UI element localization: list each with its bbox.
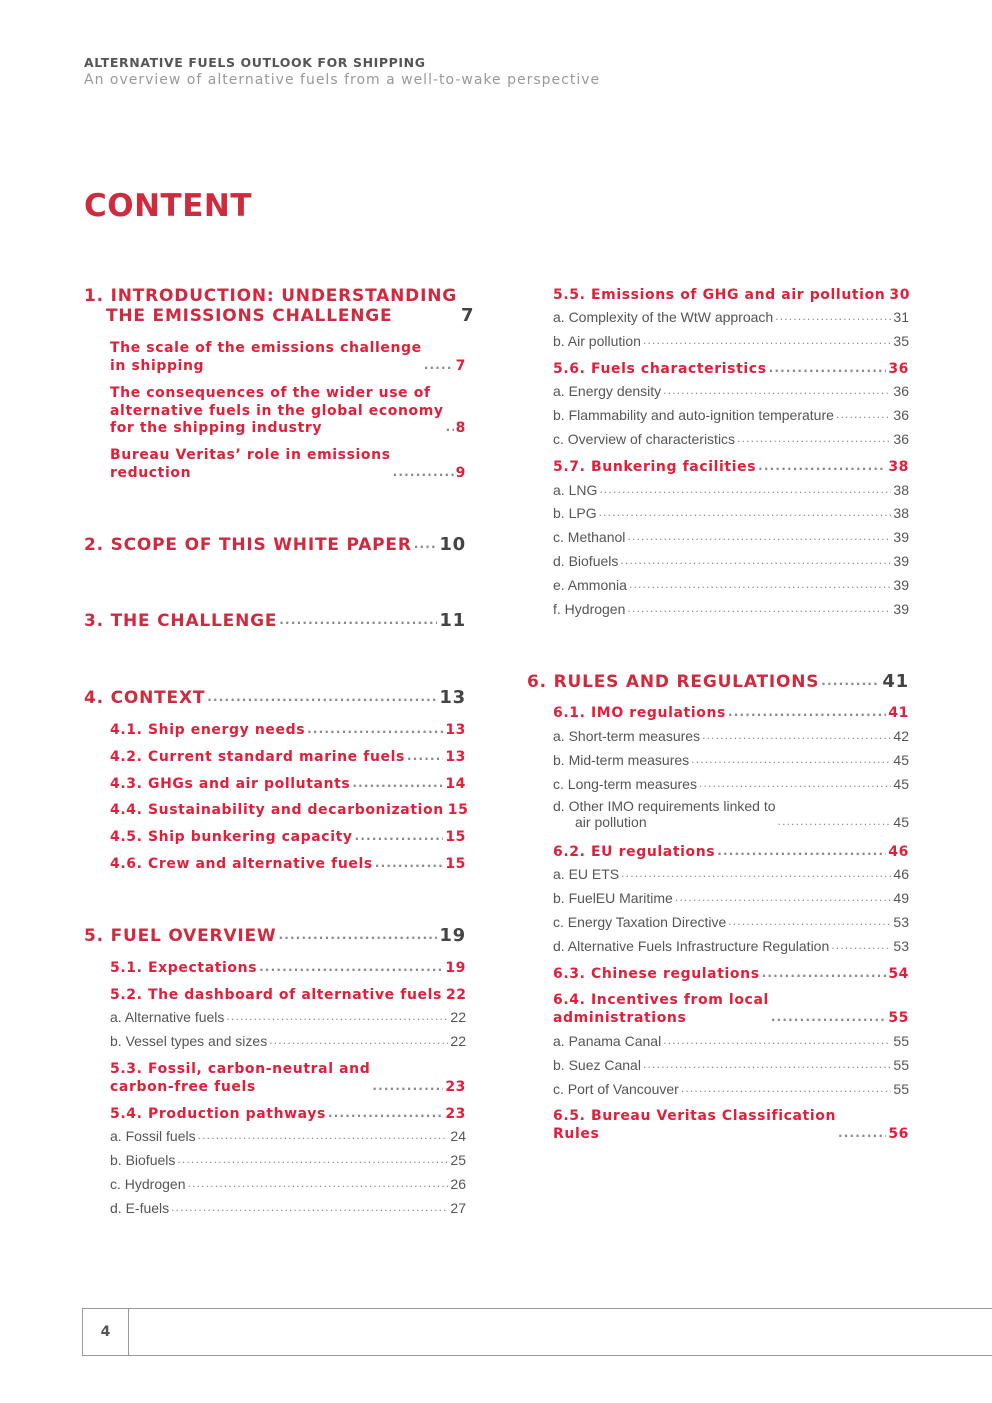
- dot-leader: [663, 1032, 891, 1049]
- toc-entry-line: 6.5. Bureau Veritas Classification: [553, 1108, 837, 1124]
- toc-entry-label: [553, 1033, 663, 1049]
- toc-entry-l3[interactable]: [110, 1175, 466, 1192]
- toc-page-number: 42: [893, 728, 909, 744]
- toc-entry-line: 5.1. Expectations: [110, 960, 258, 976]
- dot-leader: [643, 332, 891, 349]
- toc-entry-l3[interactable]: [553, 1080, 909, 1097]
- toc-page-number: 45: [893, 752, 909, 768]
- page-title: CONTENT: [84, 188, 252, 224]
- toc-entry-l3[interactable]: [553, 937, 909, 954]
- dot-leader: [375, 855, 444, 874]
- toc-entry-label: [553, 505, 599, 521]
- toc-entry-label: [553, 1108, 838, 1143]
- toc-entry-label: [84, 286, 459, 326]
- dot-leader: [207, 687, 437, 708]
- toc-entry-line: Rules: [553, 1125, 600, 1142]
- toc-entry-l1[interactable]: [84, 534, 466, 555]
- toc-page-number: 39: [893, 553, 909, 569]
- toc-entry-l2[interactable]: [110, 986, 466, 1005]
- toc-entry-l1[interactable]: [84, 286, 475, 326]
- toc-page-number: 53: [893, 914, 909, 930]
- toc-page-number: 46: [888, 844, 909, 860]
- toc-entry-l2[interactable]: [110, 959, 466, 978]
- toc-entry-line: in shipping: [110, 357, 205, 374]
- toc-entry-line: a. Panama Canal: [553, 1033, 662, 1049]
- toc-entry-label: [553, 1081, 681, 1097]
- toc-entry-line: b. Biofuels: [110, 1152, 176, 1168]
- toc-entry-label: [553, 992, 771, 1027]
- toc-page-number: 22: [445, 987, 467, 1003]
- toc-entry-line: 5.5. Emissions of GHG and air pollution: [553, 287, 886, 303]
- toc-entry-line: c. Energy Taxation Directive: [553, 914, 727, 930]
- toc-entry-l2[interactable]: [553, 286, 909, 305]
- toc-entry-line: 1. INTRODUCTION: UNDERSTANDING: [84, 286, 457, 306]
- toc-entry-line: d. Other IMO requirements linked to: [553, 798, 776, 814]
- toc-entry-l3[interactable]: [553, 751, 909, 768]
- toc-entry-l2[interactable]: [110, 828, 466, 847]
- toc-page-number: 46: [893, 866, 909, 882]
- document-title: ALTERNATIVE FUELS OUTLOOK FOR SHIPPING: [84, 55, 426, 70]
- toc-page-number: 24: [450, 1128, 466, 1144]
- toc-entry-l2[interactable]: [110, 385, 466, 438]
- toc-entry-label: [553, 333, 643, 349]
- toc-entry-line: The consequences of the wider use of: [110, 385, 431, 401]
- dot-leader: [269, 1032, 448, 1049]
- toc-page-number: 45: [893, 814, 909, 830]
- toc-entry-line: c. Hydrogen: [110, 1176, 186, 1192]
- toc-page-number: 39: [893, 577, 909, 593]
- toc-entry-line: d. Alternative Fuels Infrastructure Regulation: [553, 938, 830, 954]
- toc-page-number: 39: [893, 529, 909, 545]
- toc-entry-label: [110, 447, 393, 482]
- toc-entry-label: [553, 361, 769, 379]
- toc-entry-label: [110, 987, 444, 1005]
- page-number: 4: [100, 1323, 111, 1340]
- toc-entry-line: Bureau Veritas’ role in emissions: [110, 447, 391, 463]
- toc-entry-line: 6. RULES AND REGULATIONS: [527, 672, 820, 692]
- toc-entry-line: 4.6. Crew and alternative fuels: [110, 856, 373, 872]
- toc-entry-l3[interactable]: [553, 865, 909, 882]
- toc-entry-label: [553, 482, 599, 498]
- dot-leader: [259, 959, 443, 978]
- toc-entry-line: d. E-fuels: [110, 1200, 170, 1216]
- toc-page-number: 38: [893, 505, 909, 521]
- toc-entry-line: c. Methanol: [553, 529, 626, 545]
- toc-entry-line: 5. FUEL OVERVIEW: [84, 926, 277, 946]
- toc-page-number: 53: [893, 938, 909, 954]
- toc-entry-l2[interactable]: [553, 992, 909, 1027]
- toc-entry-line: 4. CONTEXT: [84, 688, 206, 708]
- toc-entry-l2[interactable]: [553, 704, 909, 723]
- toc-entry-label: [110, 1009, 226, 1025]
- toc-entry-l3[interactable]: [553, 1056, 909, 1073]
- toc-entry-label: [110, 1200, 171, 1216]
- toc-entry-label: [553, 287, 887, 305]
- toc-page-number: 36: [893, 383, 909, 399]
- dot-leader: [355, 828, 444, 847]
- toc-entry-line: b. Air pollution: [553, 333, 641, 349]
- toc-entry-line: b. Flammability and auto-ignition temperature: [553, 407, 834, 423]
- toc-entry-label: [553, 752, 691, 768]
- toc-entry-label: [553, 1057, 643, 1073]
- toc-entry-line: carbon-free fuels: [110, 1078, 256, 1095]
- toc-page-number: 41: [882, 671, 909, 692]
- toc-entry-l3[interactable]: [553, 889, 909, 906]
- toc-page-number: 7: [455, 357, 466, 374]
- toc-entry-l3[interactable]: [553, 308, 909, 325]
- toc-page-number: 14: [445, 776, 466, 792]
- toc-entry-line: administrations: [553, 1009, 687, 1026]
- toc-entry-label: [553, 431, 737, 447]
- toc-page-number: 13: [445, 749, 466, 765]
- toc-entry-label: [110, 1033, 269, 1049]
- toc-page-number: 35: [893, 333, 909, 349]
- toc-entry-line: a. Energy density: [553, 383, 662, 399]
- dot-leader: [226, 1008, 448, 1025]
- dot-leader: [187, 1175, 448, 1192]
- toc-page-number: 22: [450, 1033, 466, 1049]
- toc-entry-l3[interactable]: [110, 1008, 466, 1025]
- toc-entry-l2[interactable]: [553, 1108, 909, 1143]
- dot-leader: [372, 1078, 443, 1097]
- toc-entry-l2[interactable]: [553, 360, 909, 379]
- toc-entry-label: [553, 601, 627, 617]
- toc-entry-line: 4.1. Ship energy needs: [110, 722, 306, 738]
- toc-page-number: 26: [450, 1176, 466, 1192]
- toc-entry-label: [553, 529, 627, 545]
- toc-entry-label: [84, 688, 207, 708]
- toc-entry-label: [110, 722, 307, 740]
- toc-entry-l3[interactable]: [110, 1127, 466, 1144]
- toc-entry-l3[interactable]: [553, 913, 909, 930]
- toc-entry-line: 6.4. Incentives from local: [553, 992, 769, 1008]
- dot-leader: [702, 727, 891, 744]
- toc-entry-label: [110, 960, 259, 978]
- toc-page-number: 30: [889, 287, 911, 303]
- dot-leader: [629, 576, 891, 593]
- toc-page-number: 41: [888, 705, 909, 721]
- toc-entry-l2[interactable]: [110, 721, 466, 740]
- toc-entry-line: reduction: [110, 464, 192, 481]
- toc-entry-label: [553, 798, 778, 830]
- toc-entry-line: alternative fuels in the global economy: [110, 402, 444, 419]
- toc-page-number: 10: [439, 534, 466, 555]
- toc-entry-line: b. FuelEU Maritime: [553, 890, 673, 906]
- toc-entry-line: 4.2. Current standard marine fuels: [110, 749, 405, 765]
- toc-entry-line: b. LPG: [553, 505, 597, 521]
- toc-page-number: 25: [450, 1152, 466, 1168]
- dot-leader: [171, 1199, 448, 1216]
- dot-leader: [599, 481, 891, 498]
- toc-page-number: 19: [439, 925, 466, 946]
- dot-leader: [778, 813, 892, 830]
- toc-page-number: 55: [893, 1033, 909, 1049]
- toc-entry-line: 4.5. Ship bunkering capacity: [110, 829, 353, 845]
- toc-page-number: 23: [445, 1078, 466, 1095]
- dot-leader: [758, 458, 886, 477]
- toc-entry-label: [110, 1128, 198, 1144]
- toc-page-number: 36: [893, 431, 909, 447]
- dot-leader: [675, 889, 892, 906]
- toc-entry-label: [553, 866, 621, 882]
- toc-entry-l2[interactable]: [110, 775, 466, 794]
- toc-entry-line: for the shipping industry: [110, 420, 323, 436]
- toc-entry-l1[interactable]: [84, 687, 466, 708]
- toc-entry-line: b. Vessel types and sizes: [110, 1033, 268, 1049]
- dot-leader: [279, 925, 438, 946]
- toc-page-number: 15: [445, 829, 466, 845]
- dot-leader: [762, 965, 887, 984]
- toc-entry-l3[interactable]: [553, 481, 909, 498]
- toc-entry-line: a. Complexity of the WtW approach: [553, 309, 774, 325]
- dot-leader: [599, 504, 892, 521]
- footer-bottom-rule: [82, 1355, 992, 1356]
- toc-entry-label: [553, 890, 675, 906]
- dot-leader: [393, 464, 454, 483]
- dot-leader: [407, 748, 443, 767]
- toc-page-number: 8: [455, 420, 466, 436]
- toc-entry-label: [553, 776, 699, 792]
- toc-entry-label: [553, 407, 836, 423]
- toc-entry-line: 5.3. Fossil, carbon-neutral and: [110, 1061, 371, 1077]
- toc-entry-label: [110, 340, 424, 375]
- dot-leader: [414, 534, 438, 555]
- toc-entry-l2[interactable]: [553, 965, 909, 984]
- toc-entry-line: c. Overview of characteristics: [553, 431, 736, 447]
- toc-page-number: 54: [888, 966, 909, 982]
- dot-leader: [831, 937, 891, 954]
- toc-entry-line: 3. THE CHALLENGE: [84, 611, 278, 631]
- toc-page-number: 23: [445, 1106, 466, 1122]
- toc-entry-line: d. Biofuels: [553, 553, 619, 569]
- toc-entry-l3[interactable]: [553, 727, 909, 744]
- toc-entry-l2[interactable]: [110, 447, 466, 482]
- toc-page-number: 55: [888, 1009, 909, 1026]
- toc-entry-line: a. Alternative fuels: [110, 1009, 225, 1025]
- document-subtitle: An overview of alternative fuels from a well-to-wake perspective: [84, 72, 601, 88]
- toc-entry-l3[interactable]: [553, 600, 909, 617]
- dot-leader: [836, 406, 892, 423]
- toc-entry-l1[interactable]: [84, 610, 466, 631]
- dot-leader: [446, 419, 454, 438]
- toc-entry-label: [553, 728, 702, 744]
- dot-leader: [643, 1056, 891, 1073]
- toc-entry-l3[interactable]: [553, 332, 909, 349]
- toc-entry-l3[interactable]: [553, 504, 909, 521]
- toc-page-number: 27: [450, 1200, 466, 1216]
- toc-entry-label: [553, 966, 762, 984]
- dot-leader: [328, 1105, 443, 1124]
- toc-page-number: 9: [455, 464, 466, 481]
- toc-entry-l1[interactable]: [84, 925, 466, 946]
- toc-entry-l2[interactable]: [110, 748, 466, 767]
- dot-leader: [307, 721, 443, 740]
- toc-entry-line: f. Hydrogen: [553, 601, 626, 617]
- toc-page-number: 49: [893, 890, 909, 906]
- toc-page-number: 56: [888, 1125, 909, 1142]
- toc-entry-l3[interactable]: [553, 1032, 909, 1049]
- toc-page-number: 13: [439, 687, 466, 708]
- toc-entry-line: air pollution: [575, 814, 647, 830]
- toc-entry-label: [110, 802, 446, 820]
- toc-entry-line: a. LNG: [553, 482, 598, 498]
- dot-leader: [424, 357, 454, 376]
- toc-entry-line: 4.3. GHGs and air pollutants: [110, 776, 351, 792]
- toc-entry-line: 5.4. Production pathways: [110, 1106, 326, 1122]
- toc-entry-label: [84, 611, 279, 631]
- toc-entry-label: [110, 776, 352, 794]
- toc-entry-line: THE EMISSIONS CHALLENGE: [106, 306, 393, 326]
- toc-entry-label: [553, 914, 728, 930]
- toc-entry-l3[interactable]: [553, 552, 909, 569]
- dot-leader: [737, 430, 891, 447]
- dot-leader: [838, 1125, 886, 1144]
- dot-leader: [728, 913, 891, 930]
- toc-entry-line: 6.1. IMO regulations: [553, 705, 726, 721]
- toc-page-number: 15: [445, 856, 466, 872]
- toc-entry-line: 4.4. Sustainability and decarbonization: [110, 802, 444, 818]
- toc-page-number: 38: [888, 459, 909, 475]
- toc-entry-label: [110, 1152, 177, 1168]
- toc-page-number: 15: [447, 802, 469, 818]
- toc-entry-label: [110, 749, 407, 767]
- dot-leader: [627, 528, 891, 545]
- toc-entry-label: [553, 577, 629, 593]
- toc-page-number: 55: [893, 1081, 909, 1097]
- toc-entry-l3[interactable]: [553, 430, 909, 447]
- toc-entry-l2[interactable]: [110, 1061, 466, 1096]
- toc-entry-label: [553, 938, 831, 954]
- toc-page-number: 36: [893, 407, 909, 423]
- toc-entry-l2[interactable]: [110, 801, 469, 820]
- toc-entry-l3[interactable]: [553, 528, 909, 545]
- toc-entry-label: [84, 926, 279, 946]
- toc-entry-line: The scale of the emissions challenge: [110, 340, 422, 356]
- toc-entry-label: [110, 856, 375, 874]
- dot-leader: [177, 1151, 448, 1168]
- toc-entry-l2[interactable]: [553, 458, 909, 477]
- toc-entry-label: [553, 705, 728, 723]
- toc-page-number: 45: [893, 776, 909, 792]
- toc-entry-label: [553, 309, 775, 325]
- toc-entry-l3[interactable]: [553, 406, 909, 423]
- toc-entry-line: 5.2. The dashboard of alternative fuels: [110, 987, 442, 1003]
- page-number-box: [82, 1308, 129, 1355]
- dot-leader: [691, 751, 891, 768]
- toc-entry-line: 2. SCOPE OF THIS WHITE PAPER: [84, 535, 412, 555]
- toc-page-number: 31: [893, 309, 909, 325]
- toc-entry-line: 6.3. Chinese regulations: [553, 966, 760, 982]
- dot-leader: [627, 600, 891, 617]
- dot-leader: [681, 1080, 892, 1097]
- toc-entry-line: 5.6. Fuels characteristics: [553, 361, 767, 377]
- toc-entry-label: [110, 829, 355, 847]
- toc-entry-l3[interactable]: [553, 798, 909, 830]
- dot-leader: [663, 382, 891, 399]
- toc-entry-l3[interactable]: [110, 1032, 466, 1049]
- dot-leader: [352, 775, 443, 794]
- toc-entry-l3[interactable]: [553, 775, 909, 792]
- toc-entry-line: b. Suez Canal: [553, 1057, 641, 1073]
- dot-leader: [699, 775, 891, 792]
- toc-entry-line: c. Long-term measures: [553, 776, 697, 792]
- toc-entry-label: [110, 1061, 372, 1096]
- toc-entry-l3[interactable]: [110, 1151, 466, 1168]
- dot-leader: [717, 843, 886, 862]
- dot-leader: [621, 865, 891, 882]
- toc-page-number: 19: [445, 960, 466, 976]
- dot-leader: [769, 360, 887, 379]
- toc-entry-l2[interactable]: [110, 340, 466, 375]
- toc-entry-line: c. Port of Vancouver: [553, 1081, 679, 1097]
- toc-page-number: 38: [893, 482, 909, 498]
- toc-entry-line: 6.2. EU regulations: [553, 844, 716, 860]
- dot-leader: [728, 704, 886, 723]
- toc-page-number: 39: [893, 601, 909, 617]
- toc-entry-label: [553, 383, 663, 399]
- toc-page-number: 22: [450, 1009, 466, 1025]
- toc-entry-l2[interactable]: [110, 855, 466, 874]
- toc-entry-line: 5.7. Bunkering facilities: [553, 459, 757, 475]
- toc-entry-l1[interactable]: [527, 671, 909, 692]
- toc-entry-l3[interactable]: [110, 1199, 466, 1216]
- toc-entry-line: a. Short-term measures: [553, 728, 701, 744]
- toc-page-number: 55: [893, 1057, 909, 1073]
- toc-entry-line: a. EU ETS: [553, 866, 620, 882]
- toc-entry-l2[interactable]: [110, 1105, 466, 1124]
- dot-leader: [279, 610, 437, 631]
- toc-entry-label: [527, 672, 821, 692]
- dot-leader: [775, 308, 891, 325]
- toc-page-number: 7: [460, 305, 475, 326]
- running-header: [84, 55, 600, 89]
- toc-page-number: 11: [439, 610, 466, 631]
- toc-entry-label: [553, 844, 717, 862]
- toc-entry-label: [110, 1106, 328, 1124]
- toc-entry-line: b. Mid-term measures: [553, 752, 690, 768]
- toc-page-number: 13: [445, 722, 466, 738]
- dot-leader: [198, 1127, 449, 1144]
- footer-top-rule: [82, 1308, 992, 1309]
- toc-entry-line: e. Ammonia: [553, 577, 627, 593]
- dot-leader: [771, 1009, 886, 1028]
- toc-entry-line: a. Fossil fuels: [110, 1128, 196, 1144]
- toc-page-number: 36: [888, 361, 909, 377]
- toc-entry-label: [553, 459, 758, 477]
- toc-entry-label: [110, 1176, 187, 1192]
- toc-entry-l2[interactable]: [553, 843, 909, 862]
- dot-leader: [620, 552, 891, 569]
- toc-entry-l3[interactable]: [553, 382, 909, 399]
- toc-entry-label: [553, 553, 620, 569]
- toc-entry-label: [110, 385, 446, 438]
- toc-entry-l3[interactable]: [553, 576, 909, 593]
- toc-entry-label: [84, 535, 414, 555]
- dot-leader: [821, 671, 880, 692]
